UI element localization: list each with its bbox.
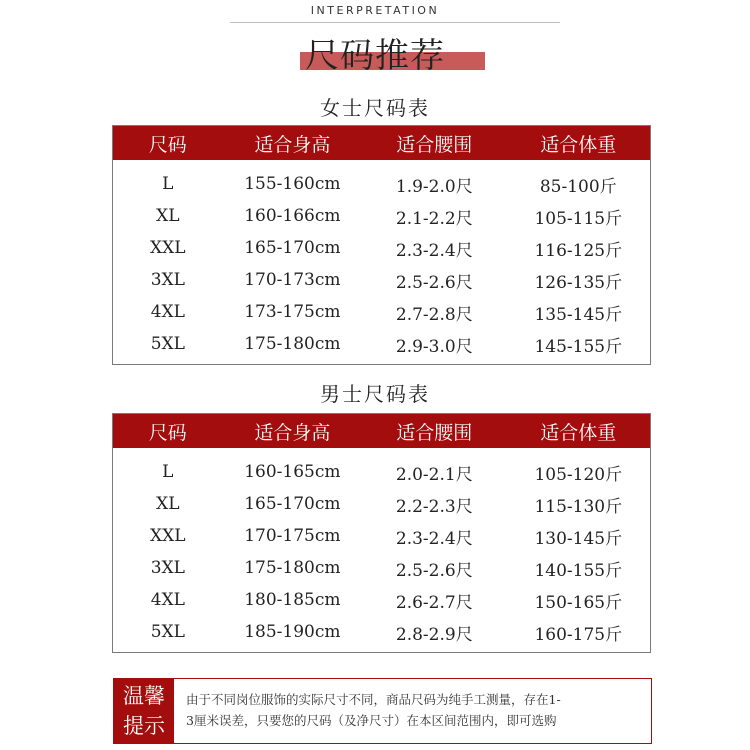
header-cell-weight: 适合体重 xyxy=(540,421,617,444)
table-row xyxy=(113,520,650,552)
tip-label-line2: 提示 xyxy=(123,714,165,738)
cell-size: XXL xyxy=(150,238,186,258)
cell-weight: 105-115斤 xyxy=(534,208,623,229)
cell-weight: 115-130斤 xyxy=(534,496,623,517)
cell-waist: 2.6-2.7尺 xyxy=(395,592,473,613)
women-table-header xyxy=(113,126,650,160)
cell-weight: 145-155斤 xyxy=(534,336,623,357)
cell-waist: 2.3-2.4尺 xyxy=(395,240,473,261)
table-row xyxy=(113,328,650,360)
cell-size: XXL xyxy=(150,526,186,546)
cell-weight: 135-145斤 xyxy=(534,304,623,325)
cell-height: 160-166cm xyxy=(244,206,341,226)
cell-height: 170-175cm xyxy=(244,526,341,546)
table-row xyxy=(113,168,650,200)
cell-height: 170-173cm xyxy=(244,270,341,290)
cell-weight: 116-125斤 xyxy=(534,240,623,261)
header-cell-waist: 适合腰围 xyxy=(396,133,473,156)
header-cell-waist: 适合腰围 xyxy=(396,421,473,444)
cell-height: 155-160cm xyxy=(244,174,341,194)
header-cell-weight: 适合体重 xyxy=(540,133,617,156)
cell-size: 3XL xyxy=(150,270,185,290)
tip-text-line1: 由于不同岗位服饰的实际尺寸不同，商品尺码为纯手工测量，存在1- xyxy=(186,692,561,707)
cell-size: L xyxy=(162,174,174,194)
cell-size: 4XL xyxy=(150,302,185,322)
cell-weight: 150-165斤 xyxy=(534,592,623,613)
men-table-body xyxy=(113,448,650,648)
interpretation-label: INTERPRETATION xyxy=(310,4,440,17)
cell-height: 185-190cm xyxy=(244,622,341,642)
cell-waist: 2.0-2.1尺 xyxy=(395,464,473,485)
cell-size: 3XL xyxy=(150,558,185,578)
cell-weight: 85-100斤 xyxy=(539,176,617,197)
page-title: 尺码推荐 xyxy=(305,36,445,76)
cell-size: XL xyxy=(156,206,180,226)
table-row xyxy=(113,488,650,520)
cell-height: 175-180cm xyxy=(244,558,341,578)
cell-weight: 140-155斤 xyxy=(534,560,623,581)
cell-size: 5XL xyxy=(150,622,185,642)
cell-size: XL xyxy=(156,494,180,514)
header-cell-height: 适合身高 xyxy=(254,421,331,444)
table-row xyxy=(113,584,650,616)
cell-weight: 105-120斤 xyxy=(534,464,623,485)
table-row xyxy=(113,296,650,328)
tip-label xyxy=(114,679,174,743)
header-cell-size: 尺码 xyxy=(148,133,187,156)
cell-size: 4XL xyxy=(150,590,185,610)
cell-waist: 2.1-2.2尺 xyxy=(395,208,473,229)
men-table-title: 男士尺码表 xyxy=(320,382,430,406)
cell-waist: 2.2-2.3尺 xyxy=(395,496,473,517)
table-row xyxy=(113,200,650,232)
women-table-body xyxy=(113,160,650,360)
table-row xyxy=(113,232,650,264)
cell-height: 160-165cm xyxy=(244,462,341,482)
cell-waist: 2.9-3.0尺 xyxy=(395,336,473,357)
women-size-table xyxy=(112,125,651,365)
cell-size: 5XL xyxy=(150,334,185,354)
cell-height: 173-175cm xyxy=(244,302,341,322)
cell-weight: 126-135斤 xyxy=(534,272,623,293)
cell-height: 180-185cm xyxy=(244,590,341,610)
table-row xyxy=(113,552,650,584)
cell-waist: 2.8-2.9尺 xyxy=(395,624,473,645)
table-row xyxy=(113,456,650,488)
cell-height: 165-170cm xyxy=(244,494,341,514)
tip-label-line1: 温馨 xyxy=(123,684,165,708)
cell-waist: 2.5-2.6尺 xyxy=(395,560,473,581)
cell-size: L xyxy=(162,462,174,482)
table-row xyxy=(113,264,650,296)
header-cell-height: 适合身高 xyxy=(254,133,331,156)
tip-text xyxy=(174,679,651,743)
cell-waist: 2.3-2.4尺 xyxy=(395,528,473,549)
tip-text-line2: 3厘米误差，只要您的尺码（及净尺寸）在本区间范围内，即可选购 xyxy=(186,713,557,728)
men-table-header xyxy=(113,414,650,448)
cell-weight: 160-175斤 xyxy=(534,624,623,645)
cell-waist: 1.9-2.0尺 xyxy=(395,176,473,197)
women-table-title: 女士尺码表 xyxy=(320,96,430,120)
cell-waist: 2.7-2.8尺 xyxy=(395,304,473,325)
cell-height: 175-180cm xyxy=(244,334,341,354)
men-size-table xyxy=(112,413,651,653)
cell-weight: 130-145斤 xyxy=(534,528,623,549)
header-cell-size: 尺码 xyxy=(148,421,187,444)
table-row xyxy=(113,616,650,648)
header-divider xyxy=(230,22,560,23)
cell-height: 165-170cm xyxy=(244,238,341,258)
cell-waist: 2.5-2.6尺 xyxy=(395,272,473,293)
tip-box xyxy=(113,678,652,744)
